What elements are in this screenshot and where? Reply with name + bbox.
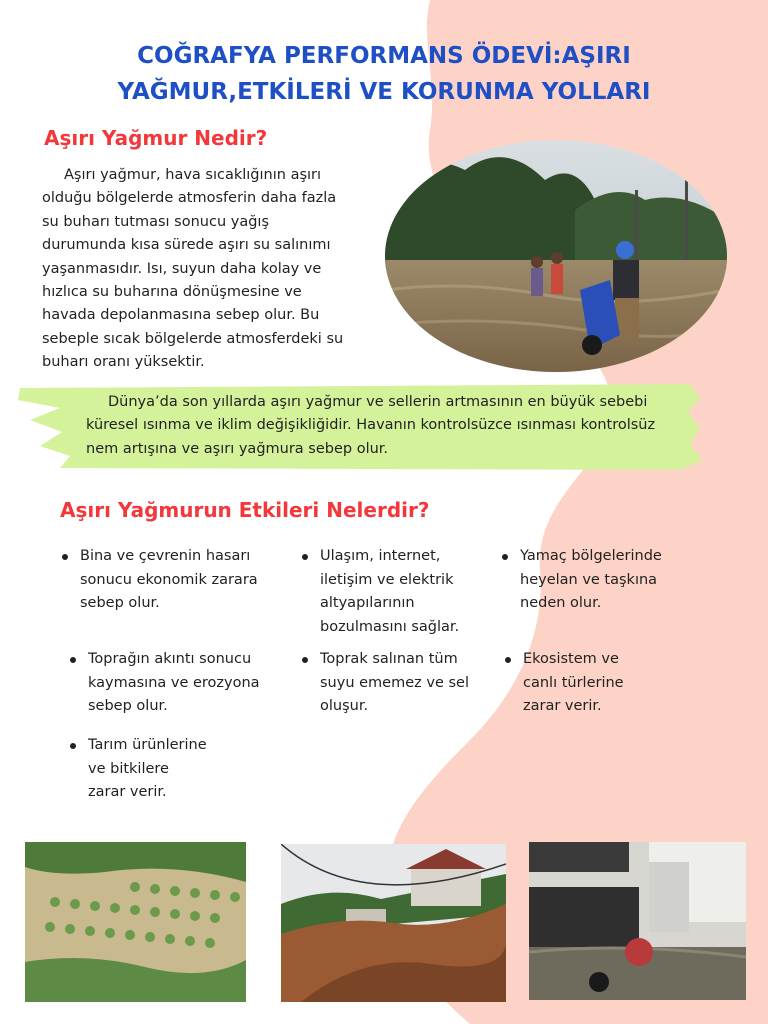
bullet-icon xyxy=(302,554,308,560)
flooded-kitchen-photo xyxy=(529,842,746,1000)
bullet-icon xyxy=(70,657,76,663)
list-item: Tarım ürünlerine ve bitkilere zarar verir. xyxy=(88,734,208,805)
landslide-photo xyxy=(281,844,506,1002)
flood-photo xyxy=(385,140,727,372)
bullet-icon xyxy=(302,657,308,663)
bullet-icon xyxy=(62,554,68,560)
list-item: Toprak salınan tüm suyu ememez ve sel oluşur. xyxy=(320,648,485,719)
title-line-1: COĞRAFYA PERFORMANS ÖDEVİ:AŞIRI xyxy=(137,43,631,69)
page-title xyxy=(40,38,728,110)
list-item: Ekosistem ve canlı türlerine zarar verir. xyxy=(523,648,653,719)
bullet-icon xyxy=(502,554,508,560)
list-item: Yamaç bölgelerinde heyelan ve taşkına neden olur. xyxy=(520,545,690,616)
bullet-icon xyxy=(505,657,511,663)
title-line-2: YAĞMUR,ETKİLERİ VE KORUNMA YOLLARI xyxy=(117,79,651,105)
list-item: Bina ve çevrenin hasarı sonucu ekonomik zarara sebep olur. xyxy=(80,545,280,616)
section-heading-what-is: Aşırı Yağmur Nedir? xyxy=(44,126,268,150)
section-heading-effects: Aşırı Yağmurun Etkileri Nelerdir? xyxy=(60,498,430,522)
list-item: Ulaşım, internet, iletişim ve elektrik altyapılarının bozulmasını sağlar. xyxy=(320,545,470,639)
farmland-photo xyxy=(25,842,246,1002)
bullet-icon xyxy=(70,743,76,749)
intro-paragraph: Aşırı yağmur, hava sıcaklığının aşırı olduğu bölgelerde atmosferin daha fazla su buharı tutması sonucu yağış durumunda kısa sürede aşırı su salınımı yaşanmasıdır. Isı, suyun daha kolay ve hızlıca su buharına dönüşmesine ve havada depolanmasına sebep olur. Bu sebeple sıcak bölgelerde atmosferdeki su buharı oranı yüksektir. xyxy=(42,167,344,371)
highlight-paragraph: Dünya’da son yıllarda aşırı yağmur ve sellerin artmasının en büyük sebebi küresel ısınma ve iklim değişikliğidir. Havanın kontrolsüzce ısınması kontrolsüz nem artışına ve aşırı yağmura sebep olur. xyxy=(86,394,656,457)
list-item: Toprağın akıntı sonucu kaymasına ve erozyona sebep olur. xyxy=(88,648,268,719)
